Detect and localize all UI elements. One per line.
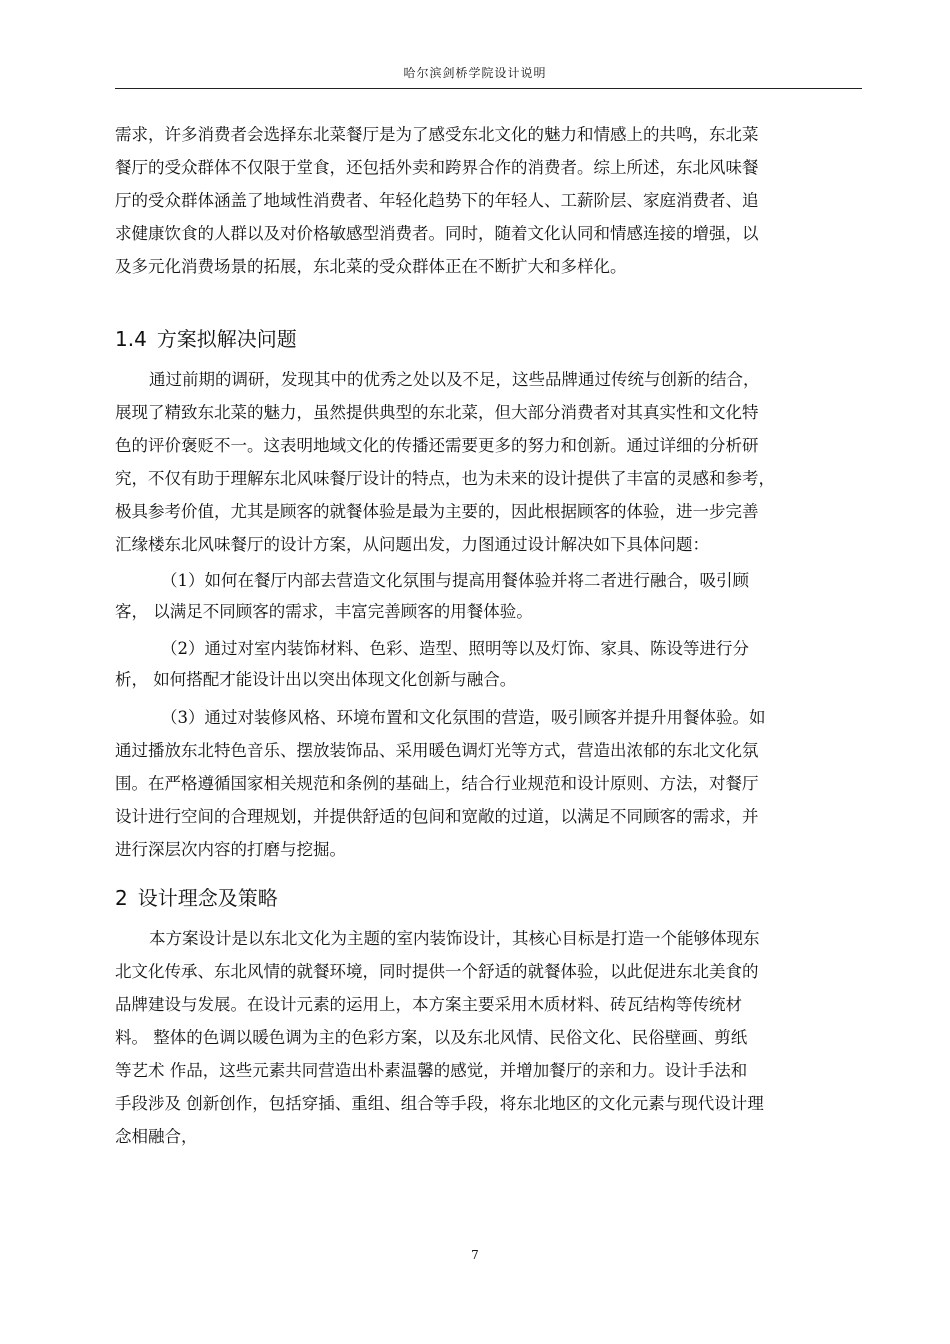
text-line: 及多元化消费场景的拓展，东北菜的受众群体正在不断扩大和多样化。 xyxy=(115,257,627,276)
text-line: 等艺术 作品，这些元素共同营造出朴素温馨的感觉，并增加餐厅的亲和力。设计手法和 xyxy=(115,1061,748,1080)
section-title: 设计理念及策略 xyxy=(137,886,278,910)
section-title: 方案拟解决问题 xyxy=(156,327,297,351)
text-line: 品牌建设与发展。在设计元素的运用上，本方案主要采用木质材料、砖瓦结构等传统材 xyxy=(115,995,742,1014)
page-header: 哈尔滨剑桥学院设计说明 xyxy=(403,66,547,80)
text-line: 料。 整体的色调以暖色调为主的色彩方案，以及东北风情、民俗文化、民俗壁画、剪纸 xyxy=(115,1028,748,1047)
text-line: 北文化传承、东北风情的就餐环境，同时提供一个舒适的就餐体验，以此促进东北美食的 xyxy=(115,962,759,981)
text-line: 需求，许多消费者会选择东北菜餐厅是为了感受东北文化的魅力和情感上的共鸣，东北菜 xyxy=(115,125,759,144)
text-line: 析， 如何搭配才能设计出以突出体现文化创新与融合。 xyxy=(115,670,517,689)
list-item xyxy=(115,565,865,627)
text-line: 本方案设计是以东北文化为主题的室内装饰设计，其核心目标是打造一个能够体现东 xyxy=(149,929,760,948)
text-line: 色的评价褒贬不一。这表明地域文化的传播还需要更多的努力和创新。通过详细的分析研 xyxy=(115,436,759,455)
section-heading-1-4 xyxy=(115,325,865,353)
text-line: 手段涉及 创新创作，包括穿插、重组、组合等手段，将东北地区的文化元素与现代设计理 xyxy=(115,1094,764,1113)
section-heading-2 xyxy=(115,884,865,912)
text-line: （2）通过对室内装饰材料、色彩、造型、照明等以及灯饰、家具、陈设等进行分 xyxy=(161,639,749,658)
page-content xyxy=(115,118,865,1153)
text-line: 通过前期的调研，发现其中的优秀之处以及不足，这些品牌通过传统与创新的结合， xyxy=(149,370,760,389)
text-line: 餐厅的受众群体不仅限于堂食，还包括外卖和跨界合作的消费者。综上所述，东北风味餐 xyxy=(115,158,759,177)
section-2-paragraph xyxy=(115,922,865,1153)
intro-paragraph xyxy=(115,118,865,283)
text-line: 极具参考价值，尤其是顾客的就餐体验是最为主要的，因此根据顾客的体验，进一步完善 xyxy=(115,502,759,521)
section-number: 1.4 xyxy=(115,327,147,351)
page-number: 7 xyxy=(471,1248,479,1262)
header-divider xyxy=(115,88,862,89)
text-line: 设计进行空间的合理规划，并提供舒适的包间和宽敞的过道，以满足不同顾客的需求，并 xyxy=(115,807,759,826)
text-line: 念相融合， xyxy=(115,1127,198,1146)
text-line: 围。在严格遵循国家相关规范和条例的基础上，结合行业规范和设计原则、方法，对餐厅 xyxy=(115,774,759,793)
section-number: 2 xyxy=(115,886,128,910)
text-line: （3）通过对装修风格、环境布置和文化氛围的营造，吸引顾客并提升用餐体验。如 xyxy=(161,708,766,727)
text-line: （1）如何在餐厅内部去营造文化氛围与提高用餐体验并将二者进行融合，吸引顾 xyxy=(161,571,749,590)
text-line: 究，不仅有助于理解东北风味餐厅设计的特点，也为未来的设计提供了丰富的灵感和参考， xyxy=(115,469,775,488)
text-line: 展现了精致东北菜的魅力，虽然提供典型的东北菜，但大部分消费者对其真实性和文化特 xyxy=(115,403,759,422)
text-line: 求健康饮食的人群以及对价格敏感型消费者。同时，随着文化认同和情感连接的增强，以 xyxy=(115,224,759,243)
section-1-4-paragraph xyxy=(115,363,865,561)
list-item xyxy=(115,633,865,695)
list-item xyxy=(115,701,865,866)
text-line: 进行深层次内容的打磨与挖掘。 xyxy=(115,840,346,859)
text-line: 通过播放东北特色音乐、摆放装饰品、采用暖色调灯光等方式，营造出浓郁的东北文化氛 xyxy=(115,741,759,760)
text-line: 汇缘楼东北风味餐厅的设计方案，从问题出发，力图通过设计解决如下具体问题： xyxy=(115,535,709,554)
text-line: 厅的受众群体涵盖了地域性消费者、年轻化趋势下的年轻人、工薪阶层、家庭消费者、追 xyxy=(115,191,759,210)
text-line: 客， 以满足不同顾客的需求，丰富完善顾客的用餐体验。 xyxy=(115,602,533,621)
